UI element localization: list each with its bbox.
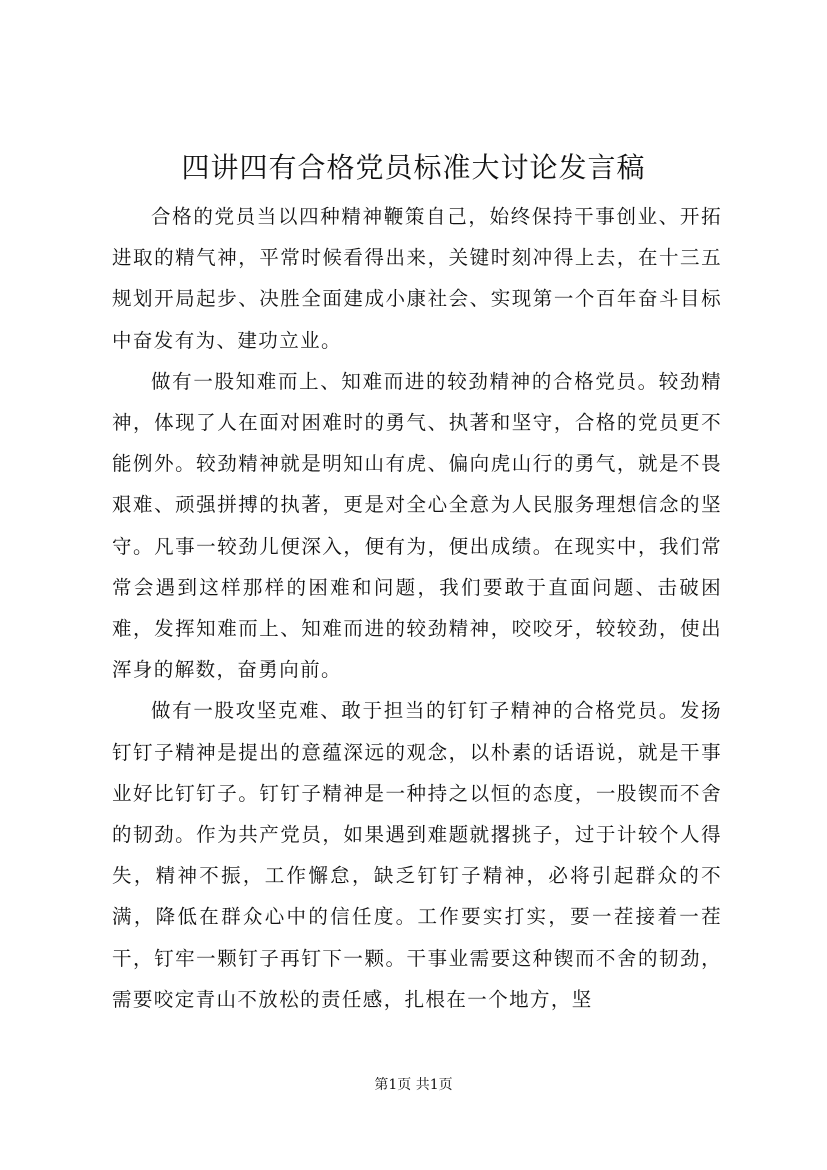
paragraph-jiaojin-spirit: 做有一股知难而上、知难而进的较劲精神的合格党员。较劲精神，体现了人在面对困难时的勇气、执著和坚守，合格的党员更不能例外。较劲精神就是明知山有虎、偏向虎山行的勇气，就是不畏艰难、顽强拼搏的执著，更是对全心全意为人民服务理想信念的坚守。凡事一较劲儿便深入，便有为，便出成绩。在现实中，我们常常会遇到这样那样的困难和问题，我们要敢于直面问题、击破困难，发挥知难而上、知难而进的较劲精神，咬咬牙，较较劲，使出浑身的解数，奋勇向前。 xyxy=(112,369,722,682)
document-body xyxy=(112,196,722,1020)
paragraph-dingdingzi-spirit: 做有一股攻坚克难、敢于担当的钉钉子精神的合格党员。发扬钉钉子精神是提出的意蕴深远的观念，以朴素的话语说，就是干事业好比钉钉子。钉钉子精神是一种持之以恒的态度，一股锲而不舍的韧劲。作为共产党员，如果遇到难题就撂挑子，过于计较个人得失，精神不振，工作懈怠，缺乏钉钉子精神，必将引起群众的不满，降低在群众心中的信任度。工作要实打实，要一茬接着一茬干，钉牢一颗钉子再钉下一颗。干事业需要这种锲而不舍的韧劲，需要咬定青山不放松的责任感，扎根在一个地方，坚 xyxy=(112,699,722,1011)
page-footer: 第1页 共1页 xyxy=(374,1077,453,1093)
paragraph-intro: 合格的党员当以四种精神鞭策自己，始终保持干事创业、开拓进取的精气神，平常时候看得出来，关键时刻冲得上去，在十三五规划开局起步、决胜全面建成小康社会、实现第一个百年奋斗目标中奋发有为、建功立业。 xyxy=(112,205,722,352)
document-title: 四讲四有合格党员标准大讨论发言稿 xyxy=(181,151,646,184)
